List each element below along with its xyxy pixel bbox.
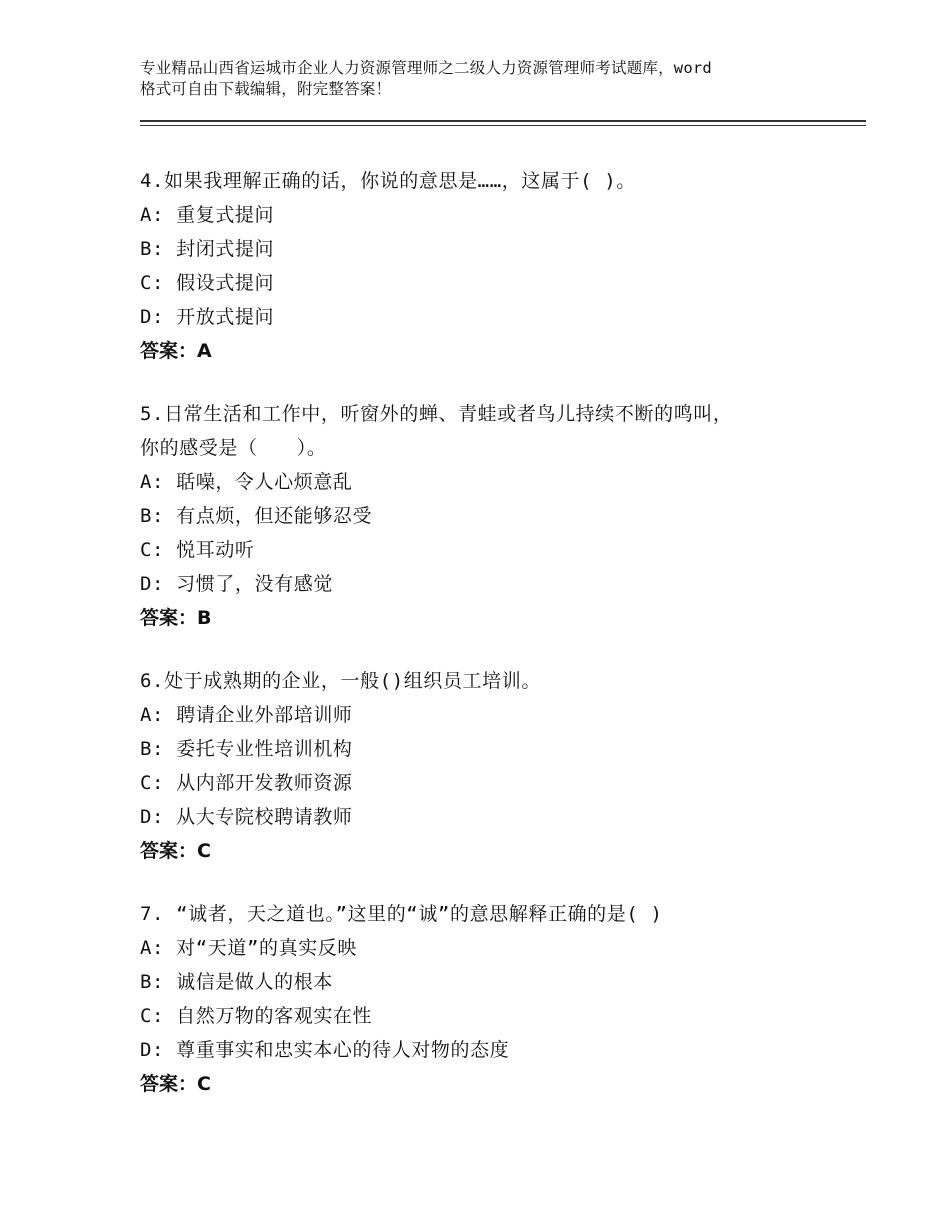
header-rule-thin xyxy=(140,125,866,126)
option-a: A: 聘请企业外部培训师 xyxy=(140,704,353,726)
answer: 答案：C xyxy=(140,1073,211,1095)
option-a: A: 聒噪，令人心烦意乱 xyxy=(140,471,353,493)
question-text-continued: 你的感受是（ ）。 xyxy=(140,437,327,459)
option-b: B: 诚信是做人的根本 xyxy=(140,971,333,993)
document-header xyxy=(140,58,840,100)
option-b: B: 有点烦，但还能够忍受 xyxy=(140,505,373,527)
option-d: D: 习惯了，没有感觉 xyxy=(140,573,333,595)
option-c: C: 自然万物的客观实在性 xyxy=(140,1005,373,1027)
answer: 答案：C xyxy=(140,840,211,862)
question-text: 7. “诚者，天之道也。”这里的“诚”的意思解释正确的是( ) xyxy=(140,903,663,925)
answer: 答案：A xyxy=(140,340,212,362)
header-line-1: 专业精品山西省运城市企业人力资源管理师之二级人力资源管理师考试题库，word xyxy=(140,59,712,77)
question-6 xyxy=(140,664,830,868)
option-a: A: 对“天道”的真实反映 xyxy=(140,937,357,959)
option-c: C: 悦耳动听 xyxy=(140,539,255,561)
question-5 xyxy=(140,397,830,635)
question-list xyxy=(140,164,830,1130)
question-text: 5.日常生活和工作中，听窗外的蝉、青蛙或者鸟儿持续不断的鸣叫， xyxy=(140,403,733,425)
question-text: 4.如果我理解正确的话，你说的意思是……，这属于( )。 xyxy=(140,170,636,192)
option-b: B: 封闭式提问 xyxy=(140,238,275,260)
option-c: C: 从内部开发教师资源 xyxy=(140,772,353,794)
option-b: B: 委托专业性培训机构 xyxy=(140,738,353,760)
option-c: C: 假设式提问 xyxy=(140,272,275,294)
question-text: 6.处于成熟期的企业，一般()组织员工培训。 xyxy=(140,670,541,692)
header-rule-thick xyxy=(140,120,866,122)
option-d: D: 尊重事实和忠实本心的待人对物的态度 xyxy=(140,1039,510,1061)
question-4 xyxy=(140,164,830,368)
header-line-2: 格式可自由下载编辑，附完整答案！ xyxy=(140,80,392,98)
option-a: A: 重复式提问 xyxy=(140,204,275,226)
option-d: D: 从大专院校聘请教师 xyxy=(140,806,353,828)
answer: 答案：B xyxy=(140,607,212,629)
question-7 xyxy=(140,897,830,1101)
option-d: D: 开放式提问 xyxy=(140,306,275,328)
